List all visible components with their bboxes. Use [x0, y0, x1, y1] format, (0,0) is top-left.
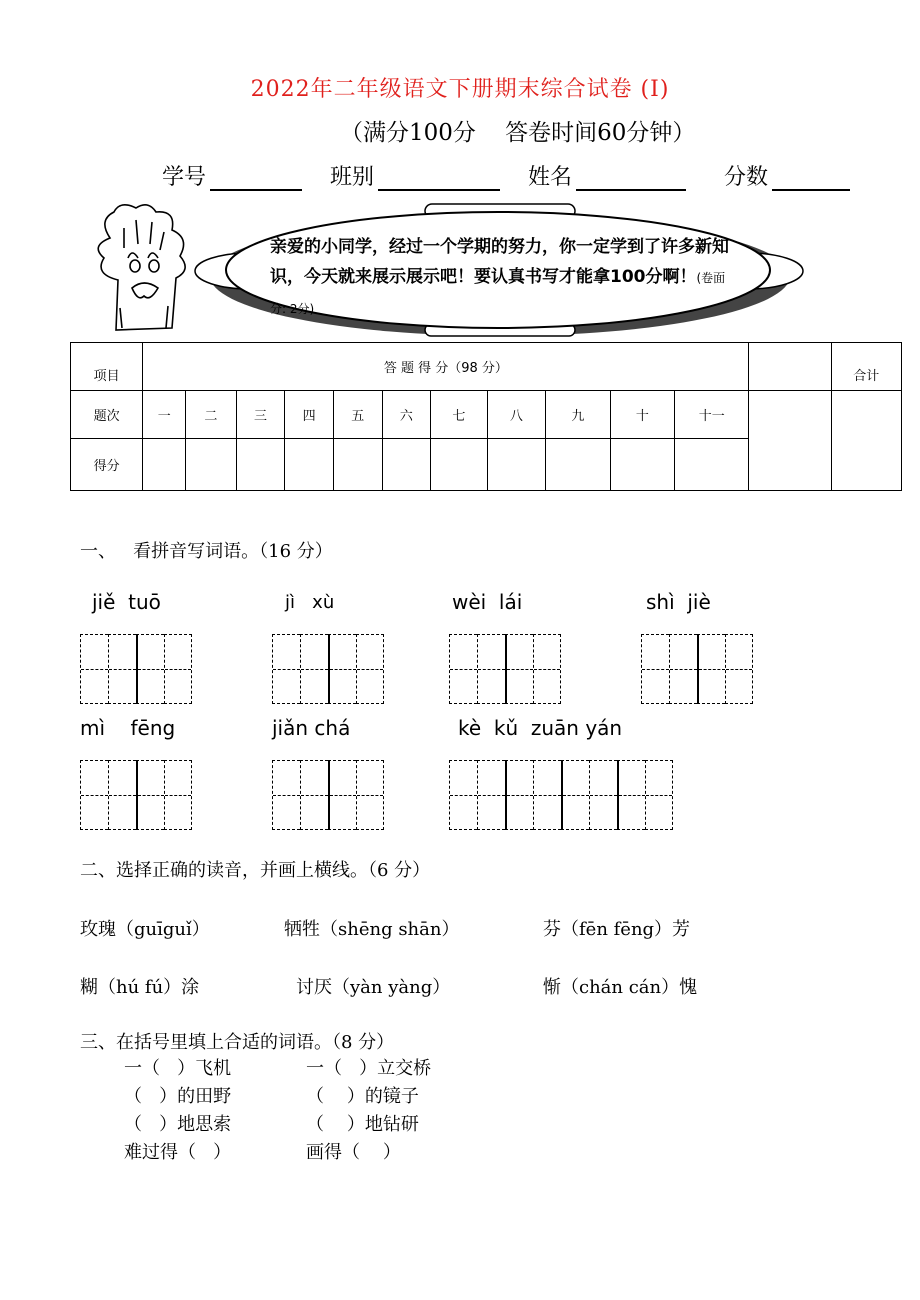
grid-cell[interactable] [80, 760, 108, 830]
grid-cell[interactable] [617, 760, 645, 830]
score-table [70, 342, 902, 491]
writing-grid-4[interactable] [272, 760, 384, 830]
score-cell[interactable] [333, 439, 382, 491]
question-col-9: 九 [546, 391, 610, 439]
class-blank[interactable] [378, 165, 500, 191]
fill-blank-item[interactable]: （ ）地思索 [124, 1114, 232, 1135]
field-label: 班别 [330, 165, 375, 190]
section1-title: 一、 看拼音写词语。（16 分） [80, 541, 333, 562]
grid-cell[interactable] [641, 634, 669, 704]
grid-cell[interactable] [80, 634, 108, 704]
blank-header-cell [749, 343, 831, 391]
question-col-6: 六 [382, 391, 431, 439]
row-label-score: 得分 [71, 439, 143, 491]
score-table-header: 答 题 得 分（98 分） [143, 343, 749, 391]
grid-cell[interactable] [108, 634, 136, 704]
question-col-10: 十 [610, 391, 674, 439]
total-label: 合计 [831, 343, 901, 391]
score-cell[interactable] [610, 439, 674, 491]
name-blank[interactable] [576, 165, 686, 191]
pinyin-label: jì xù [285, 592, 335, 613]
student-id-blank[interactable] [210, 165, 302, 191]
question-col-8: 八 [487, 391, 546, 439]
grid-cell[interactable] [164, 760, 192, 830]
fill-blank-item[interactable]: 一（ ）飞机 [124, 1058, 232, 1079]
grid-cell[interactable] [505, 760, 533, 830]
score-cell[interactable] [186, 439, 237, 491]
writing-grid-4[interactable] [80, 634, 192, 704]
score-cell[interactable] [546, 439, 610, 491]
pinyin-label: jiě tuō [92, 590, 161, 614]
writing-grid-4[interactable] [449, 634, 561, 704]
pinyin-label: jiǎn chá [272, 716, 351, 740]
tree-character-icon [98, 205, 185, 330]
pinyin-label: kè kǔ zuān yán [458, 716, 623, 740]
grid-cell[interactable] [300, 634, 328, 704]
fill-blank-item[interactable]: （ ）地钻研 [306, 1114, 419, 1135]
row-label-question: 题次 [71, 391, 143, 439]
score-cell[interactable] [236, 439, 285, 491]
reading-choice[interactable]: 糊（hú fú）涂 [80, 977, 200, 998]
grid-cell[interactable] [449, 760, 477, 830]
grid-cell[interactable] [356, 760, 384, 830]
student-info-row [162, 160, 850, 191]
grid-cell[interactable] [328, 760, 356, 830]
page-title: 2022年二年级语文下册期末综合试卷 (I) [250, 77, 670, 102]
grid-cell[interactable] [164, 634, 192, 704]
writing-grid-4[interactable] [272, 634, 384, 704]
bubble-message-text: 亲爱的小同学，经过一个学期的努力，你一定学到了许多新知识，今天就来展示展示吧！要认真书写才能拿100分啊！ [270, 237, 729, 287]
score-cell[interactable] [675, 439, 749, 491]
grid-cell[interactable] [533, 634, 561, 704]
grid-cell[interactable] [589, 760, 617, 830]
blank-cell [749, 391, 831, 491]
question-col-7: 七 [431, 391, 488, 439]
grid-cell[interactable] [272, 760, 300, 830]
pinyin-label: mì fēng [80, 716, 176, 740]
score-field [724, 160, 850, 191]
grid-cell[interactable] [477, 634, 505, 704]
writing-grid-4[interactable] [641, 634, 753, 704]
name-field [528, 160, 686, 191]
field-label: 分数 [724, 165, 769, 190]
grid-cell[interactable] [697, 634, 725, 704]
grid-cell[interactable] [108, 760, 136, 830]
reading-choice[interactable]: 讨厌（yàn yàng） [296, 977, 451, 998]
grid-cell[interactable] [533, 760, 561, 830]
grid-cell[interactable] [505, 634, 533, 704]
grid-cell[interactable] [669, 634, 697, 704]
total-score-cell[interactable] [831, 391, 901, 491]
score-blank[interactable] [772, 165, 850, 191]
grid-cell[interactable] [477, 760, 505, 830]
bubble-message [270, 232, 730, 324]
field-label: 姓名 [528, 165, 573, 190]
reading-choice[interactable]: 牺牲（shēng shān） [284, 919, 460, 940]
writing-grid-4[interactable] [80, 760, 192, 830]
section2-title: 二、选择正确的读音，并画上横线。（6 分） [80, 860, 431, 881]
fill-blank-item[interactable]: 一（ ）立交桥 [306, 1058, 432, 1079]
pinyin-label: shì jiè [646, 590, 711, 614]
writing-grid-8[interactable] [449, 760, 673, 830]
reading-choice[interactable]: 芬（fēn fēng）芳 [543, 919, 691, 940]
reading-choice[interactable]: 惭（chán cán）愧 [543, 977, 698, 998]
grid-cell[interactable] [328, 634, 356, 704]
grid-cell[interactable] [356, 634, 384, 704]
section3-title: 三、在括号里填上合适的词语。（8 分） [80, 1032, 395, 1053]
question-col-11: 十一 [675, 391, 749, 439]
bubble-note: (卷面分: 2分) [270, 271, 726, 316]
student-id-field [162, 160, 302, 191]
score-cell[interactable] [285, 439, 334, 491]
question-col-5: 五 [333, 391, 382, 439]
fill-blank-item[interactable]: 难过得（ ） [124, 1142, 232, 1163]
score-cell[interactable] [431, 439, 488, 491]
question-col-1: 一 [143, 391, 186, 439]
grid-cell[interactable] [561, 760, 589, 830]
grid-cell[interactable] [136, 760, 164, 830]
fill-blank-item[interactable]: （ ）的田野 [124, 1086, 232, 1107]
score-cell[interactable] [382, 439, 431, 491]
grid-cell[interactable] [136, 634, 164, 704]
question-col-3: 三 [236, 391, 285, 439]
row-label-item: 项目 [71, 343, 143, 391]
grid-cell[interactable] [272, 634, 300, 704]
reading-choice[interactable]: 玫瑰（guīguǐ） [80, 919, 210, 940]
score-cell[interactable] [143, 439, 186, 491]
grid-cell[interactable] [725, 634, 753, 704]
fill-blank-item[interactable]: 画得（ ） [306, 1142, 401, 1163]
class-field [330, 160, 500, 191]
question-col-4: 四 [285, 391, 334, 439]
exam-subtitle: （满分100分 答卷时间60分钟） [340, 120, 696, 146]
question-col-2: 二 [186, 391, 237, 439]
score-cell[interactable] [487, 439, 546, 491]
grid-cell[interactable] [645, 760, 673, 830]
grid-cell[interactable] [449, 634, 477, 704]
grid-cell[interactable] [300, 760, 328, 830]
field-label: 学号 [162, 165, 207, 190]
pinyin-label: wèi lái [452, 590, 523, 614]
fill-blank-item[interactable]: （ ）的镜子 [306, 1086, 419, 1107]
